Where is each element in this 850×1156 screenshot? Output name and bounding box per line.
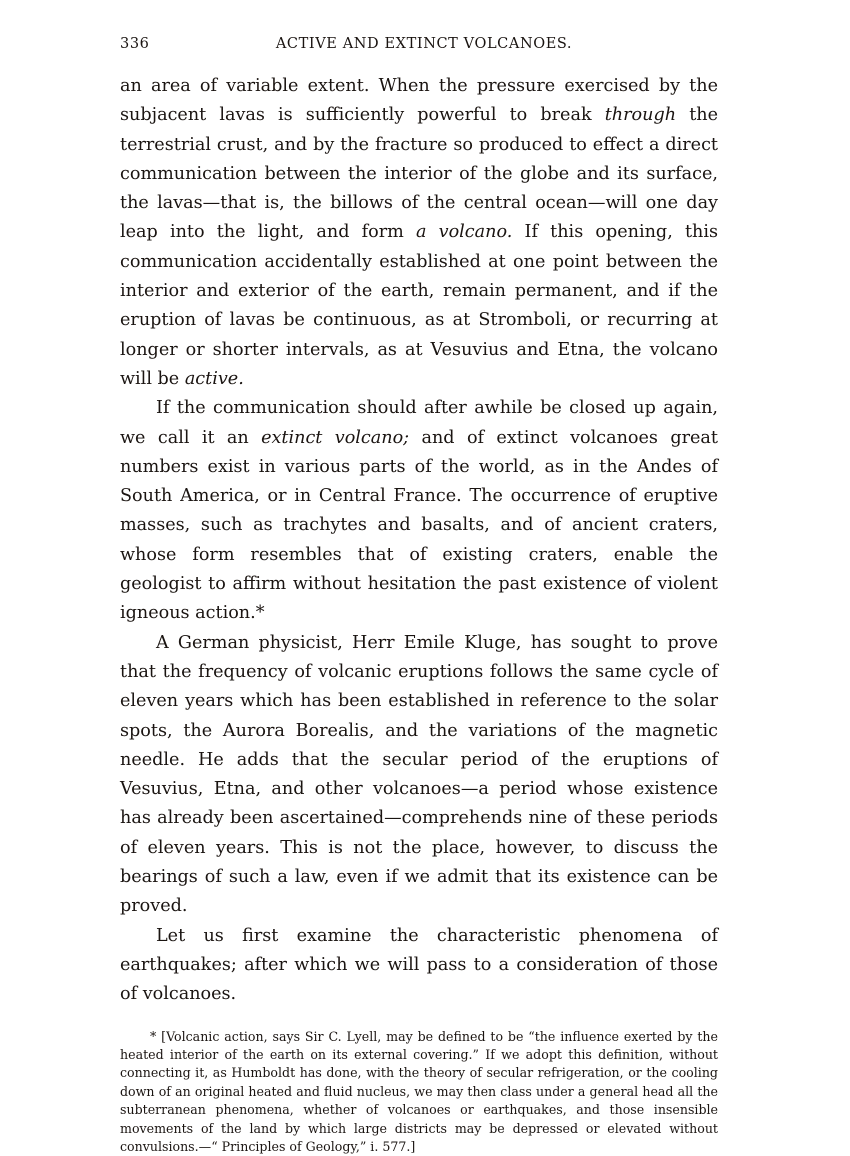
- italic-phrase: a volcano.: [416, 222, 512, 242]
- paragraph-text: Let us first examine the characteristic phenomena of earthquakes; after which we will pass to a consideration of those of volcanoes.: [120, 926, 718, 1005]
- running-title: ACTIVE AND EXTINCT VOLCANOES.: [160, 36, 718, 52]
- paragraph-text: the terrestrial crust, and by the fracture so produced to effect a direct communication between the interior of the globe and its surface, the lavas—that is, the billows of the central ocean—will one day leap into the light, and form: [120, 105, 718, 242]
- book-page: [120, 36, 718, 1156]
- italic-word: through: [605, 105, 676, 125]
- paragraph-text: If this opening, this communication accidentally established at one point between the interior and exterior of the earth, remain permanent, and if the eruption of lavas be continuous, as at Stromboli, or recurring at longer or shorter intervals, as at Vesuvius and Etna, the volcano will be: [120, 222, 718, 388]
- paragraph: [120, 394, 718, 628]
- italic-phrase: extinct volcano;: [261, 428, 409, 448]
- paragraph-text: A German physicist, Herr Emile Kluge, has sought to prove that the frequency of volcanic eruptions follows the same cycle of eleven years which has been established in reference to the solar spots, the Aurora Borealis, and the variations of the magnetic needle. He adds that the secular period of the eruptions of Vesuvius, Etna, and other volcanoes—a period whose existence has already been ascertained—comprehends nine of these periods of eleven years. This is not the place, however, to discuss the bearings of such a law, even if we admit that its existence can be proved.: [120, 633, 718, 917]
- body-text: [120, 72, 718, 1010]
- paragraph: [120, 72, 718, 394]
- paragraph-text: and of extinct volcanoes great numbers exist in various parts of the world, as in the Andes of South America, or in Central France. The occurrence of eruptive masses, such as trachytes and basalts, and of ancient craters, whose form resembles that of existing craters, enable the geologist to affirm without hesitation the past existence of violent igneous action.*: [120, 428, 718, 624]
- paragraph: [120, 922, 718, 1010]
- running-head: [120, 36, 718, 62]
- paragraph-text: an area of variable extent. When the pressure exercised by the subjacent lavas is sufficiently powerful to break: [120, 76, 718, 125]
- paragraph: [120, 629, 718, 922]
- page-number: 336: [120, 36, 160, 52]
- footnote: * [Volcanic action, says Sir C. Lyell, may be defined to be “the influence exerted by the heated interior of the earth on its external covering.” If we adopt this definition, without connecting it, as Humboldt has done, with the theory of secular refrigeration, or the cooling down of an original heated and fluid nucleus, we may then class under a general head all the subterranean phenomena, whether of volcanoes or earthquakes, and those insensible movements of the land by which large districts may be depressed or elevated without convulsions.—“ Principles of Geology,” i. 577.]: [120, 1028, 718, 1156]
- italic-word: active.: [185, 369, 244, 389]
- paragraph-text: If the communication should after awhile be closed up again, we call it an: [120, 398, 718, 447]
